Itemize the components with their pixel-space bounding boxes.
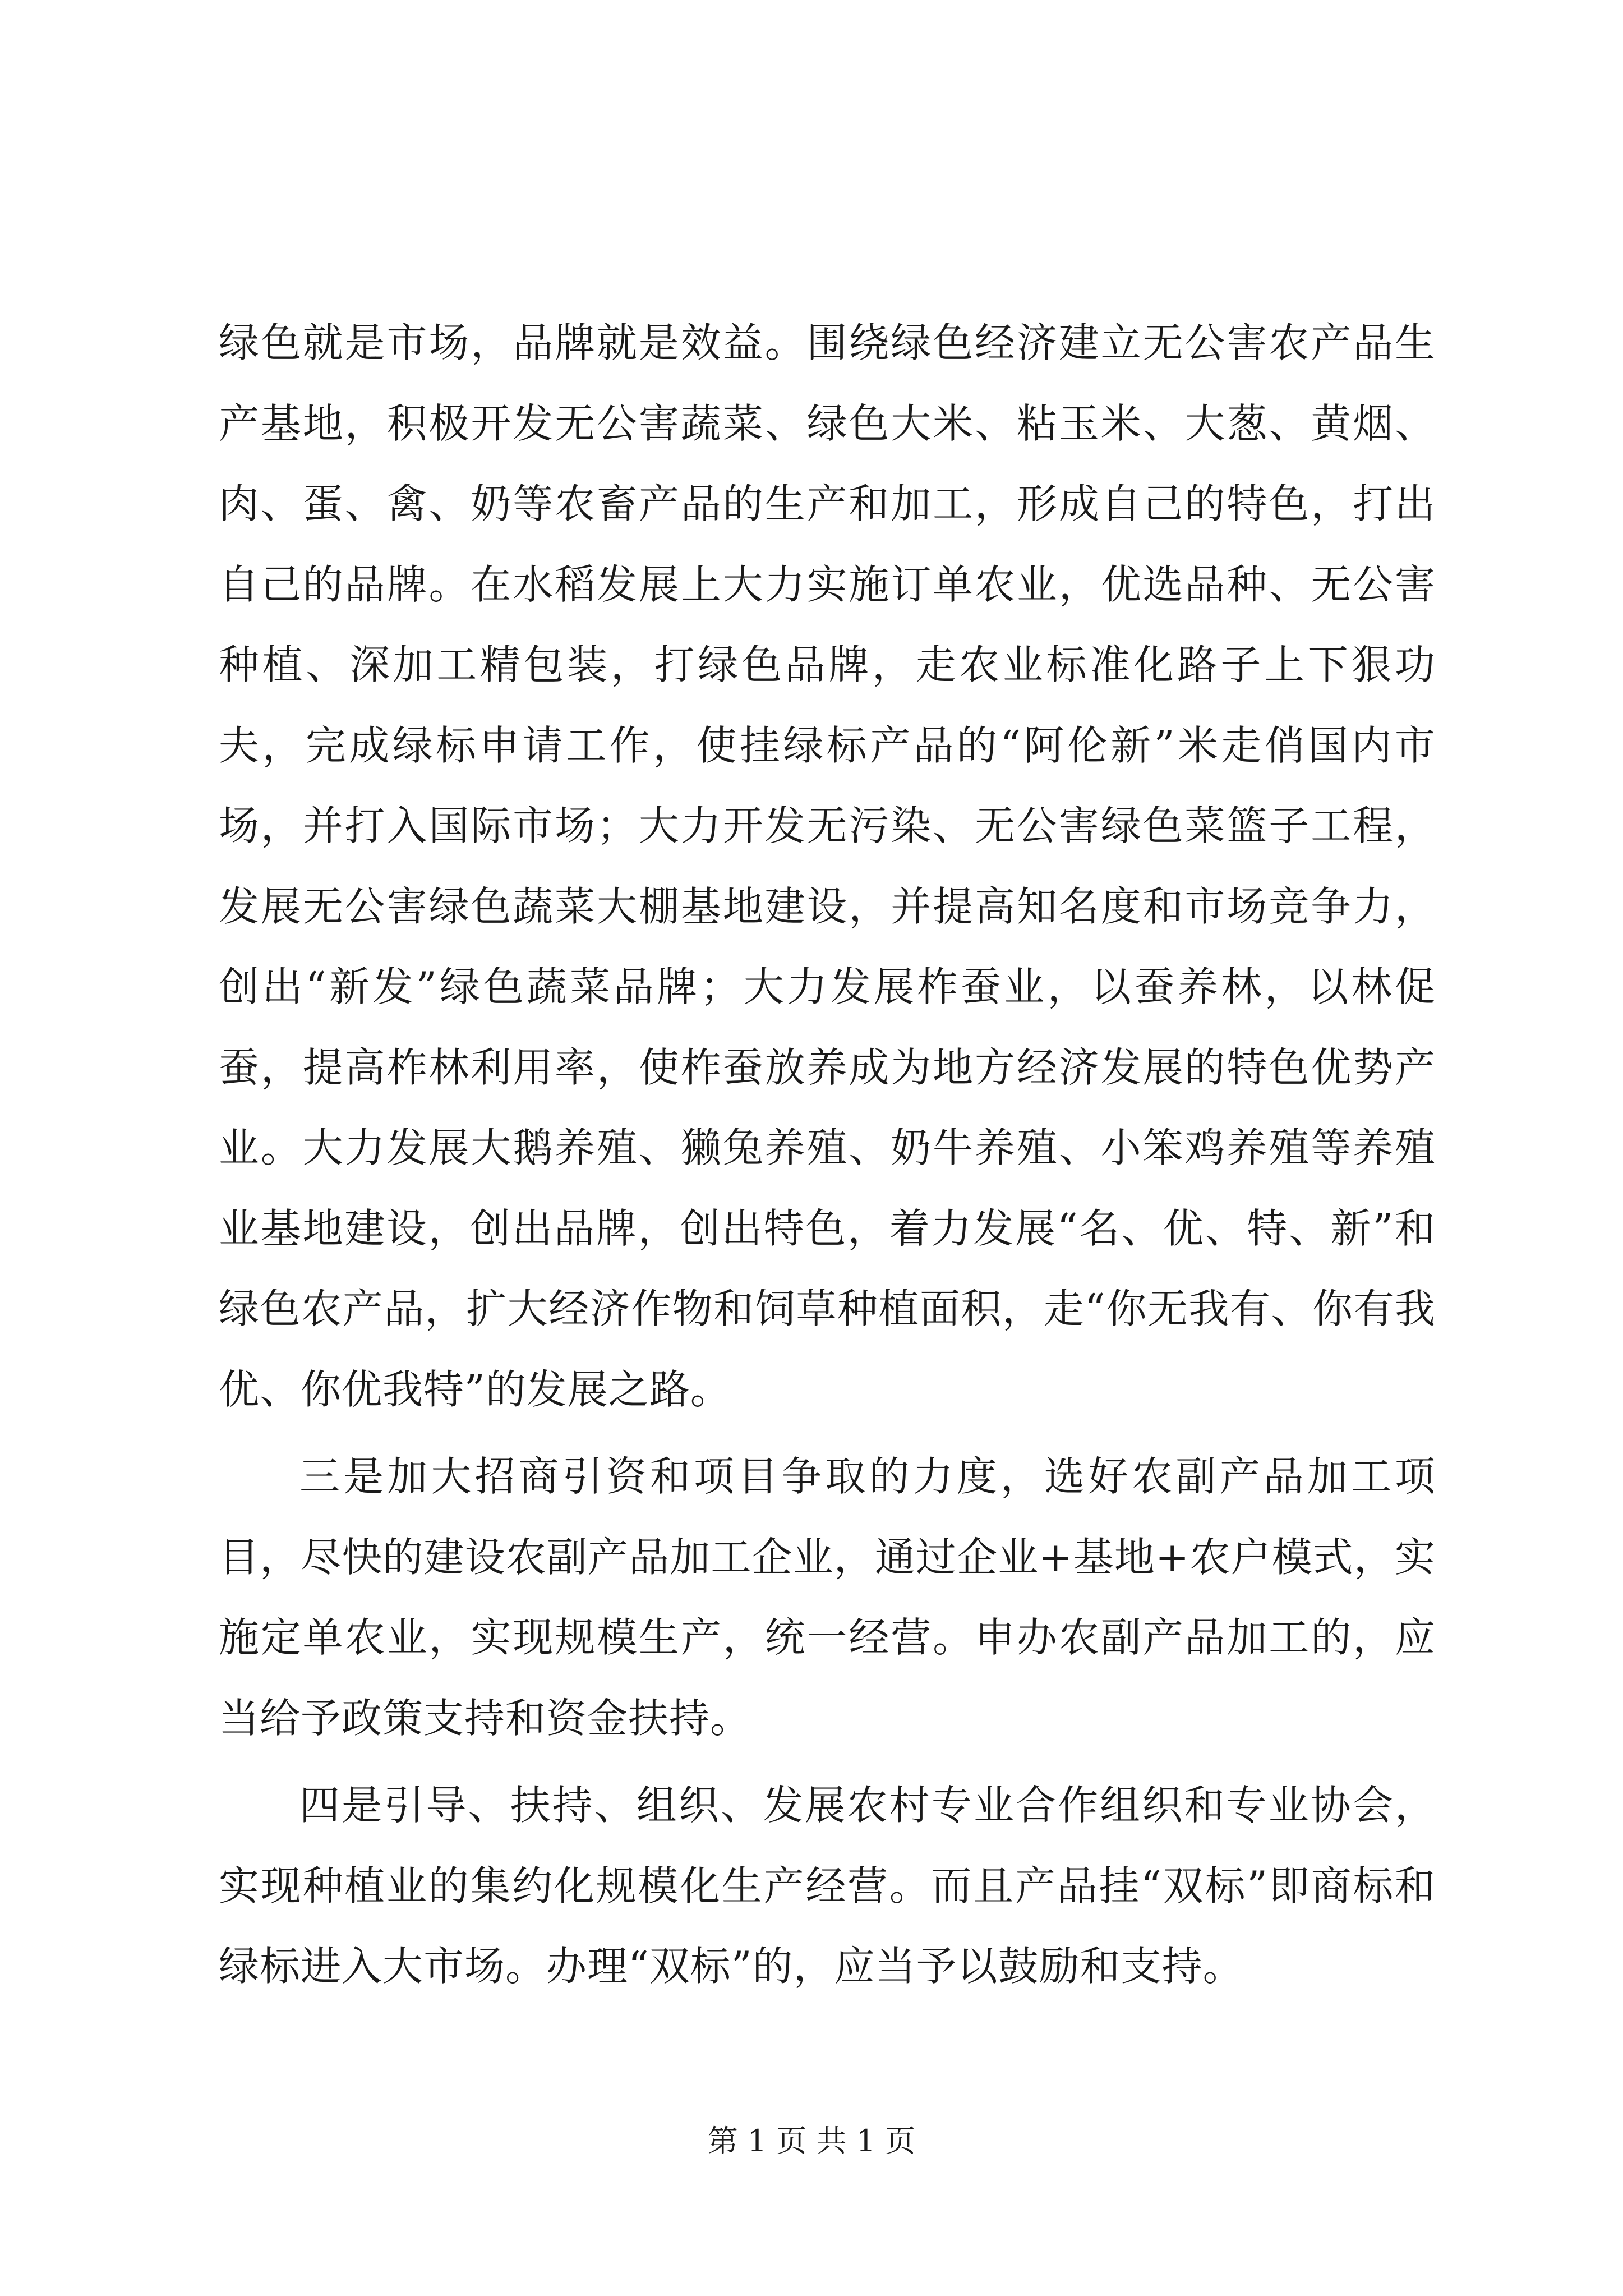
paragraph-3: 四是引导、扶持、组织、发展农村专业合作组织和专业协会，实现种植业的集约化规模化生产经营。而且产品挂“双标”即商标和绿标进入大市场。办理“双标”的，应当予以鼓励和支持。 [219,1782,1436,1990]
paragraph-2: 三是加大招商引资和项目争取的力度，选好农副产品加工项目，尽快的建设农副产品加工企业，通过企业+基地+农户模式，实施定单农业，实现规模生产，统一经营。申办农副产品加工的，应当给予政策支持和资金扶持。 [219,1453,1436,1742]
paragraph-1: 绿色就是市场，品牌就是效益。围绕绿色经济建立无公害农产品生产基地，积极开发无公害蔬菜、绿色大米、粘玉米、大葱、黄烟、肉、蛋、禽、奶等农畜产品的生产和加工，形成自己的特色，打出自己的品牌。在水稻发展上大力实施订单农业，优选品种、无公害种植、深加工精包装，打绿色品牌，走农业标准化路子上下狠功夫，完成绿标申请工作，使挂绿标产品的“阿伦新”米走俏国内市场，并打入国际市场；大力开发无污染、无公害绿色菜篮子工程，发展无公害绿色蔬菜大棚基地建设，并提高知名度和市场竞争力，创出“新发”绿色蔬菜品牌；大力发展柞蚕业，以蚕养林，以林促蚕，提高柞林利用率，使柞蚕放养成为地方经济发展的特色优势产业。大力发展大鹅养殖、獭兔养殖、奶牛养殖、小笨鸡养殖等养殖业基地建设，创出品牌，创出特色，着力发展“名、优、特、新”和绿色农产品，扩大经济作物和饲草种植面积，走“你无我有、你有我优、你优我特”的发展之路。 [219,319,1436,1413]
page-footer: 第 1 页 共 1 页 [707,2123,916,2159]
document-body [219,303,1436,2007]
